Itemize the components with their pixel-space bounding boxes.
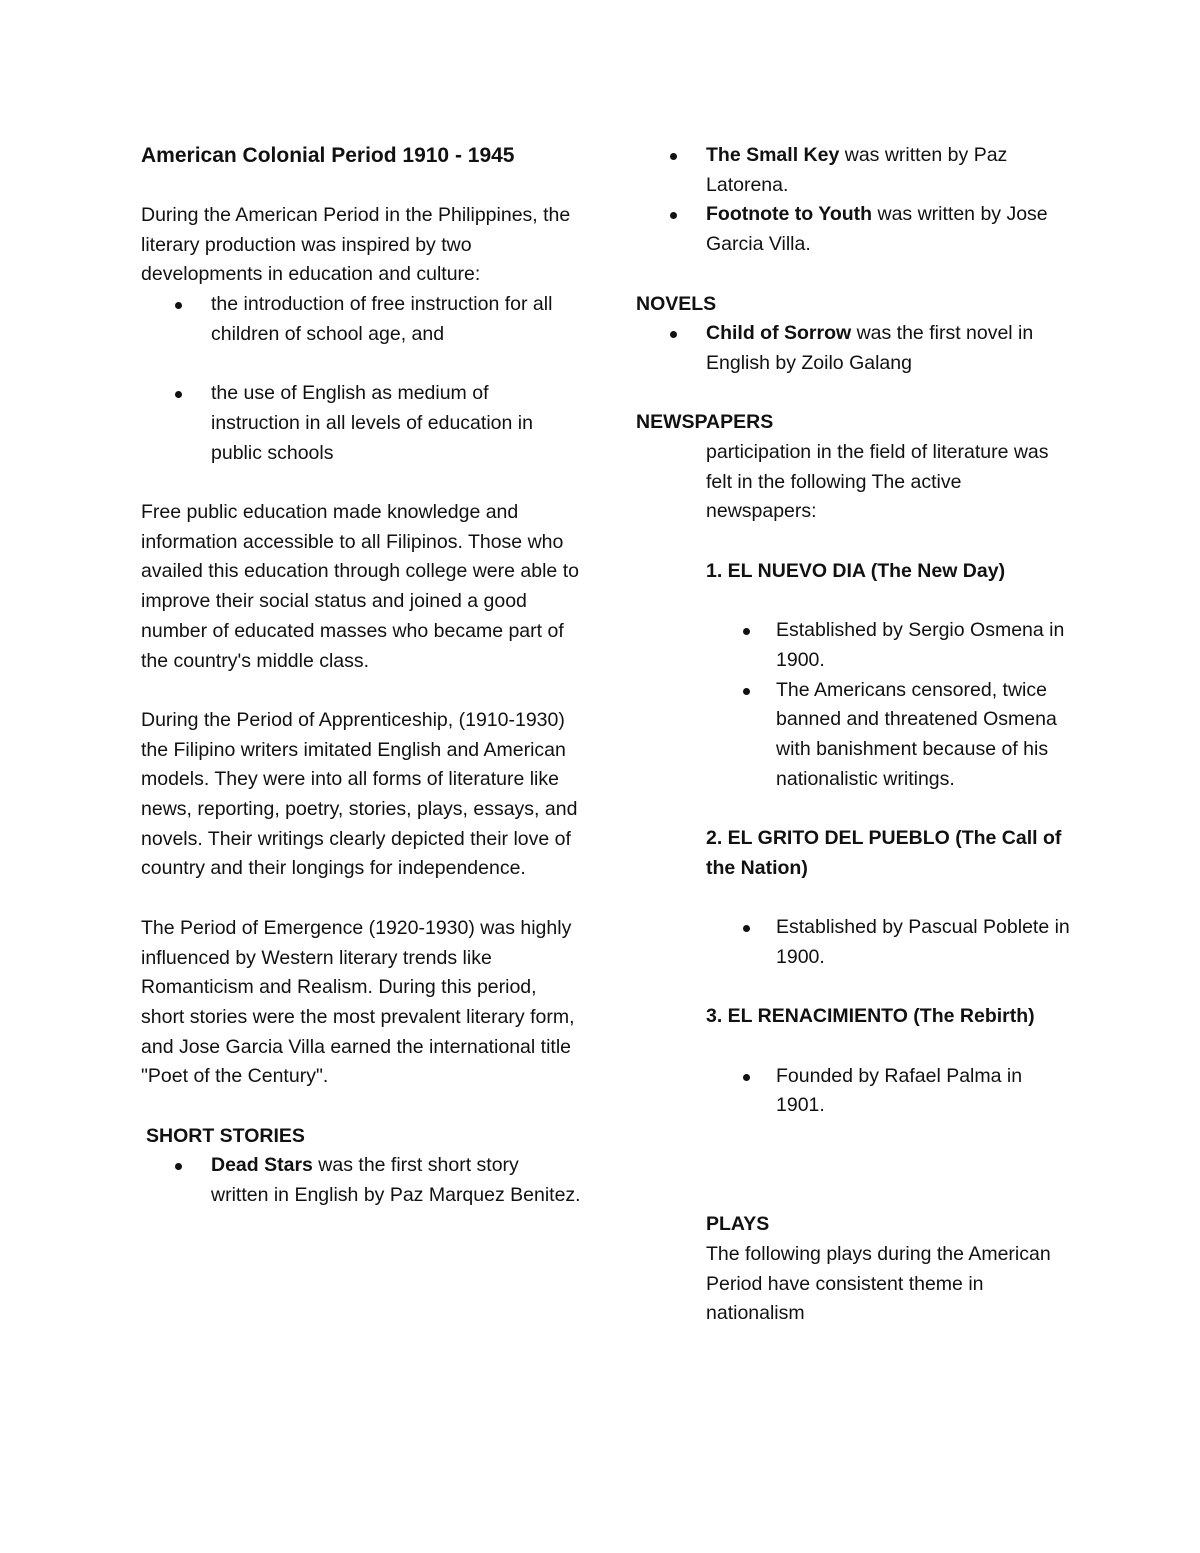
bullet-icon <box>670 212 677 219</box>
list-item: Child of Sorrow was the first novel in English by Zoilo Galang <box>636 319 1076 378</box>
list-item: Established by Pascual Poblete in 1900. <box>636 913 1076 972</box>
free-education-paragraph: Free public education made knowledge and information accessible to all Filipinos. Those who availed this education through college were able to improve their social status and joined a good number of educated masses who became part of the country's middle class. <box>141 501 579 672</box>
list-item: Established by Sergio Osmena in 1900. <box>636 616 1076 675</box>
bullet-icon <box>175 1163 182 1170</box>
short-stories-list-continued <box>636 141 1076 260</box>
bullet-icon <box>175 302 182 309</box>
newspaper-heading-3: 3. EL RENACIMIENTO (The Rebirth) <box>706 1005 1035 1028</box>
newspapers-intro: participation in the field of literature was felt in the following The active newspapers: <box>706 441 1049 523</box>
bullet-icon <box>743 925 750 932</box>
bullet-icon <box>743 688 750 695</box>
newspaper-heading-2: 2. EL GRITO DEL PUEBLO (The Call of the Nation) <box>706 827 1062 879</box>
bullet-icon <box>175 391 182 398</box>
list-item: Founded by Rafael Palma in 1901. <box>636 1062 1076 1121</box>
list-item: the use of English as medium of instruction in all levels of education in public schools <box>141 379 581 468</box>
newspapers-heading: NEWSPAPERS <box>636 411 774 434</box>
plays-intro: The following plays during the American Period have consistent theme in nationalism <box>706 1242 1051 1325</box>
list-item: The Americans censored, twice banned and threatened Osmena with banishment because of his nationalistic writings. <box>636 676 1076 795</box>
right-column <box>636 141 1076 1329</box>
newspaper-2-points <box>636 913 1076 972</box>
bullet-icon <box>743 1074 750 1081</box>
list-item: Dead Stars was the first short story written in English by Paz Marquez Benitez. <box>141 1151 581 1210</box>
bullet-icon <box>670 153 677 160</box>
newspaper-heading-1: 1. EL NUEVO DIA (The New Day) <box>706 559 1006 582</box>
short-stories-heading: SHORT STORIES <box>146 1124 305 1147</box>
bullet-icon <box>743 628 750 635</box>
list-item: The Small Key was written by Paz Latorena. <box>636 141 1076 200</box>
newspaper-1-points <box>636 616 1076 794</box>
list-item: Footnote to Youth was written by Jose Garcia Villa. <box>636 200 1076 259</box>
short-stories-list <box>141 1151 581 1210</box>
novels-heading: NOVELS <box>636 292 717 315</box>
intro-paragraph: During the American Period in the Philippines, the literary production was inspired by two developments in education and culture: <box>141 204 571 286</box>
list-item: the introduction of free instruction for all children of school age, and <box>141 290 581 349</box>
apprenticeship-paragraph: During the Period of Apprenticeship, (1910-1930) the Filipino writers imitated English and American models. They were into all forms of literature like news, reporting, poetry, stories, plays, essays, and novels. Their writings clearly depicted their love of country and their longings for independence. <box>141 708 578 880</box>
novels-list <box>636 319 1076 378</box>
left-column <box>141 141 581 1211</box>
newspaper-3-points <box>636 1062 1076 1121</box>
bullet-icon <box>670 331 677 338</box>
developments-list <box>141 290 581 468</box>
plays-heading: PLAYS <box>706 1213 770 1236</box>
document-title: American Colonial Period 1910 - 1945 <box>141 144 515 167</box>
emergence-paragraph: The Period of Emergence (1920-1930) was highly influenced by Western literary trends like Romanticism and Realism. During this period, short stories were the most prevalent literary form, and Jose Garcia Villa earned the international title "Poet of the Century". <box>141 916 575 1088</box>
